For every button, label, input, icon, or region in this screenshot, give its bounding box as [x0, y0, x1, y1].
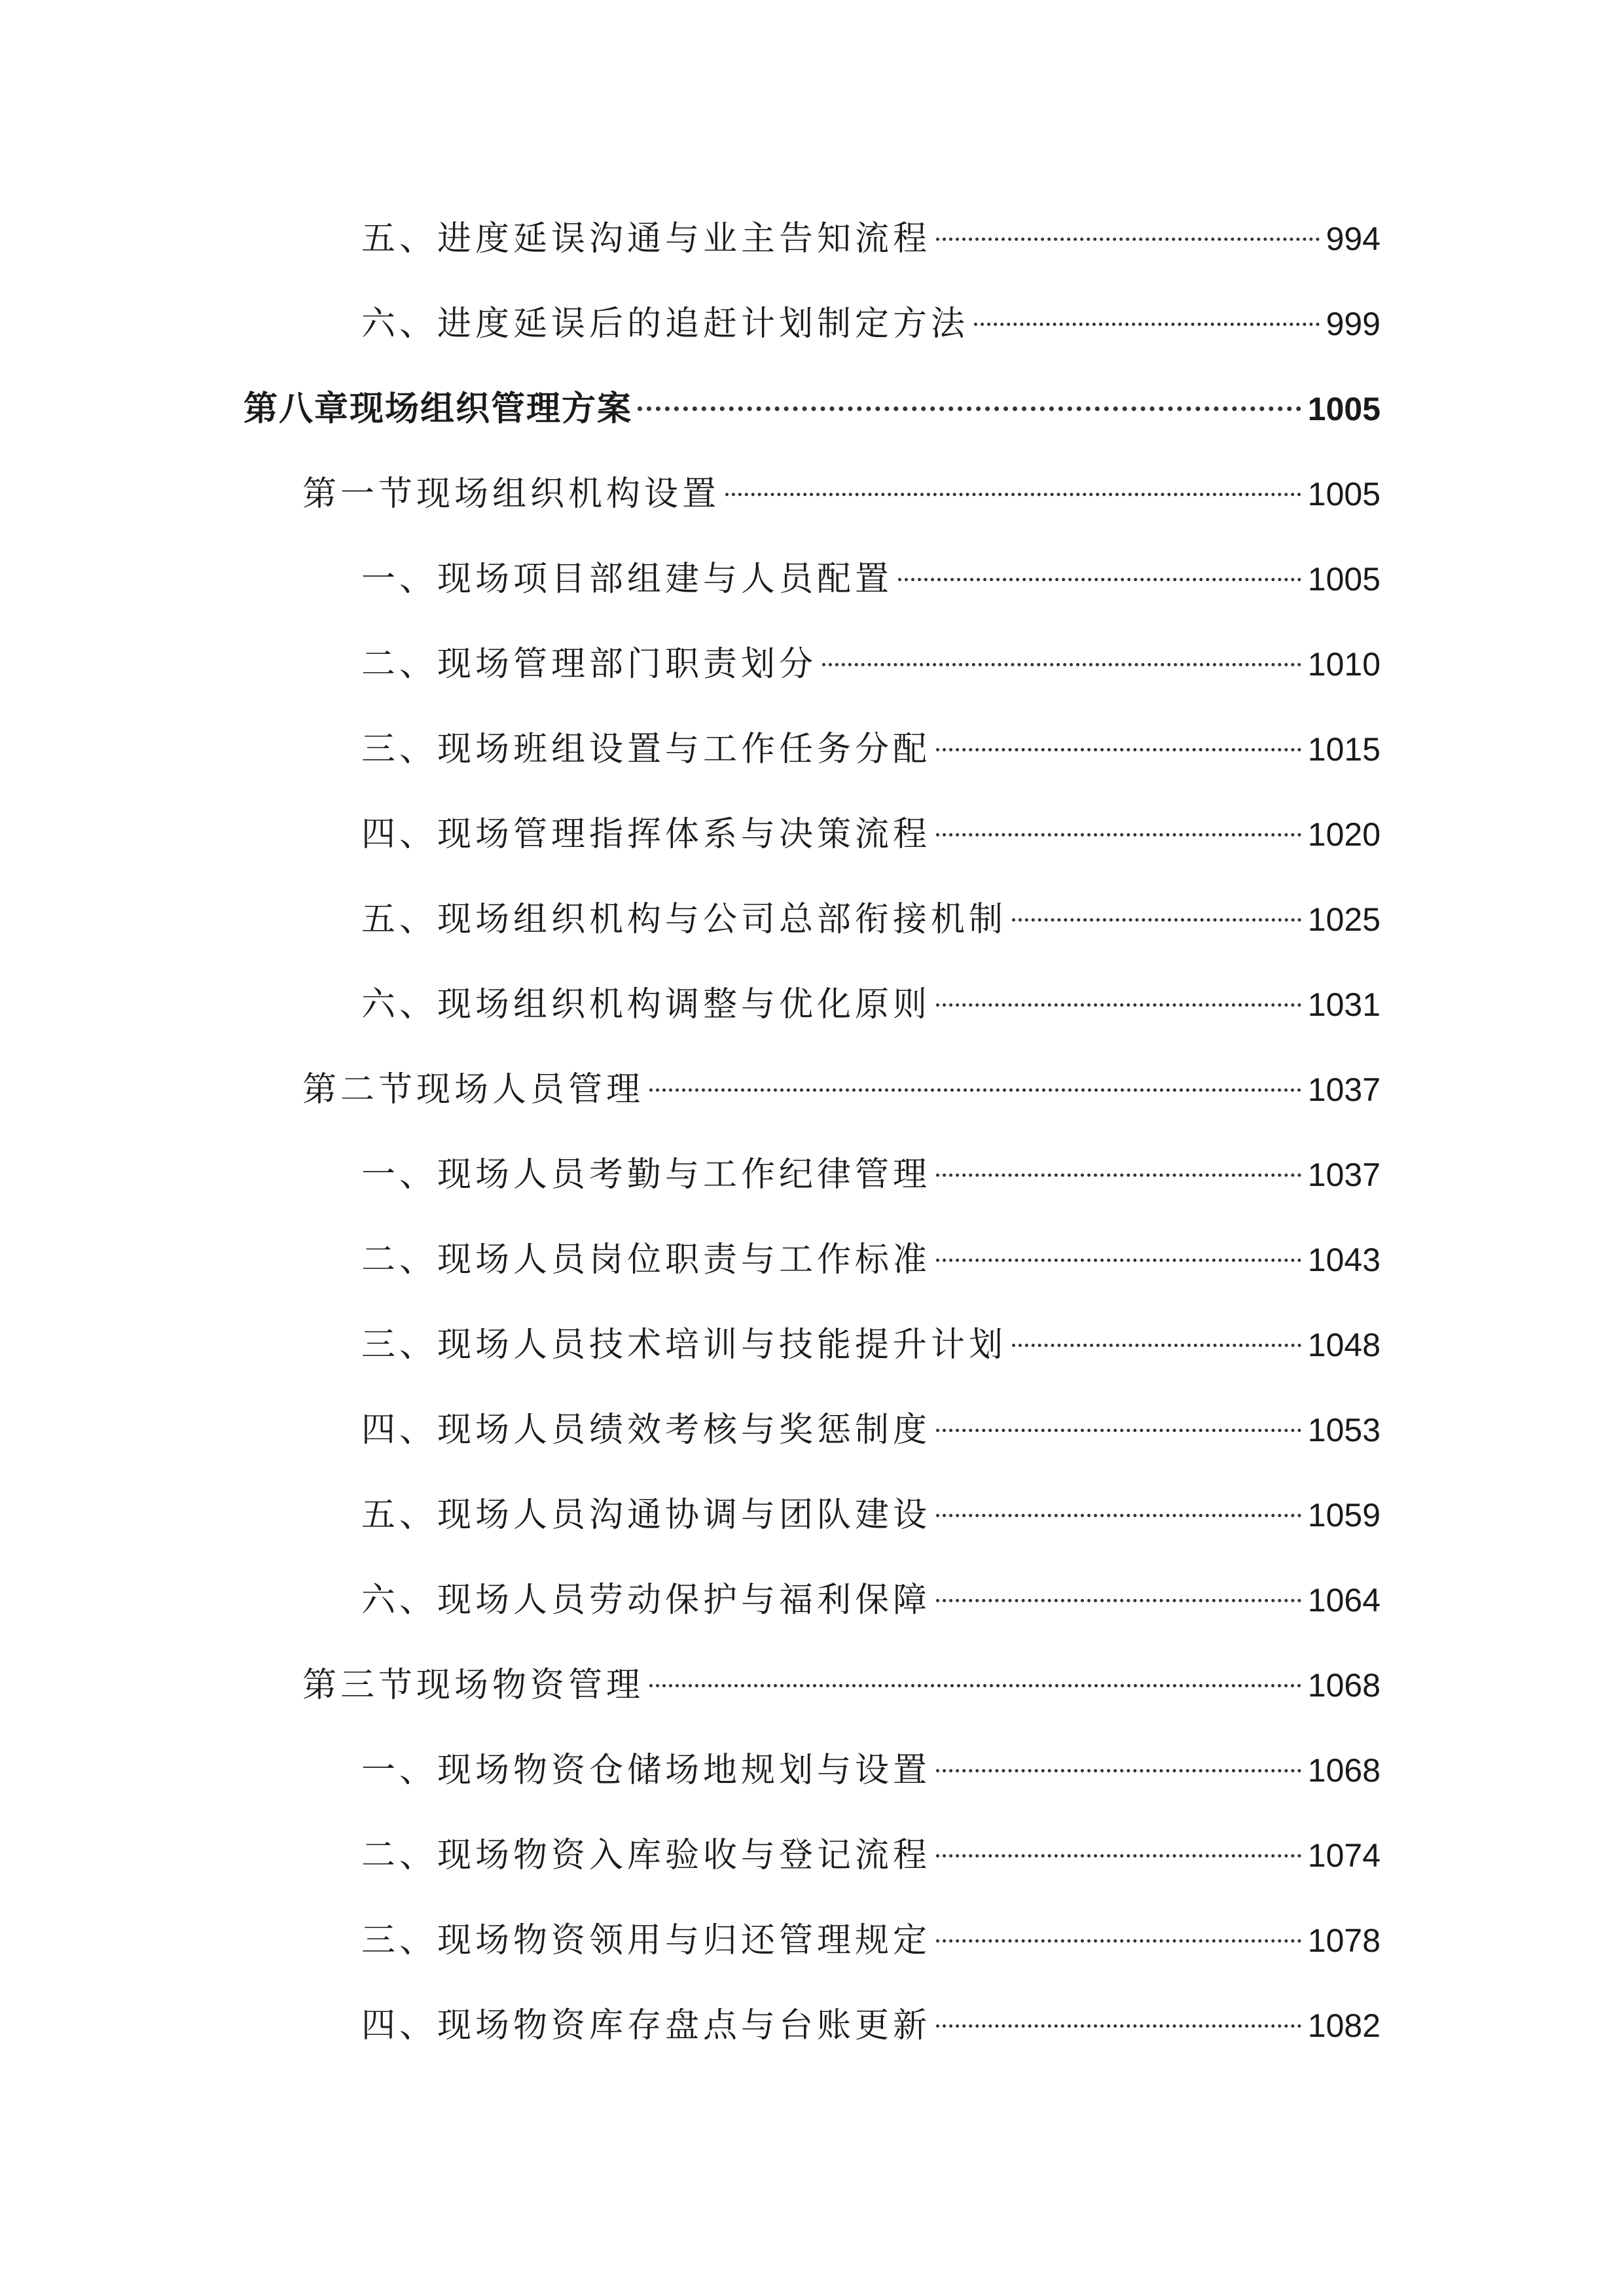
toc-entry-title: 一、现场项目部组建与人员配置 — [361, 560, 893, 599]
toc-entry-title: 第一节现场组织机构设置 — [302, 475, 721, 514]
toc-entry-page: 1020 — [1307, 816, 1380, 853]
toc-entry[interactable] — [361, 1574, 1380, 1626]
dot-leader — [1012, 918, 1301, 922]
dot-leader — [936, 238, 1320, 241]
toc-entry[interactable] — [361, 1234, 1380, 1286]
toc-entry[interactable] — [361, 1404, 1380, 1456]
toc-entry-page: 1005 — [1307, 561, 1380, 598]
toc-entry-title: 三、现场班组设置与工作任务分配 — [361, 730, 931, 769]
toc-entry-title: 二、现场管理部门职责划分 — [361, 645, 818, 684]
dot-leader — [936, 748, 1301, 751]
dot-leader — [936, 1599, 1301, 1602]
toc-entry[interactable] — [361, 1149, 1380, 1201]
toc-entry-page: 1025 — [1307, 901, 1380, 938]
dot-leader — [936, 1514, 1301, 1517]
toc-entry-page: 1010 — [1307, 646, 1380, 683]
toc-entry-page: 999 — [1326, 306, 1380, 342]
toc-entry-title: 四、现场物资库存盘点与台账更新 — [361, 2006, 931, 2045]
toc-entry-page: 1037 — [1307, 1071, 1380, 1108]
dot-leader — [936, 833, 1301, 836]
toc-entry[interactable] — [361, 213, 1380, 265]
dot-leader — [936, 2024, 1301, 2028]
toc-entry-page: 1053 — [1307, 1412, 1380, 1448]
dot-leader — [725, 493, 1301, 496]
toc-entry-page: 1015 — [1307, 731, 1380, 768]
toc-entry[interactable] — [361, 2000, 1380, 2052]
toc-entry-title: 五、进度延误沟通与业主告知流程 — [361, 219, 931, 259]
toc-entry-title: 第八章现场组织管理方案 — [244, 389, 633, 429]
toc-entry-title: 一、现场物资仓储场地规划与设置 — [361, 1751, 931, 1790]
toc-entry[interactable] — [361, 1319, 1380, 1371]
dot-leader — [936, 1003, 1301, 1007]
toc-chapter-entry[interactable] — [244, 383, 1380, 435]
toc-entry[interactable] — [361, 553, 1380, 605]
toc-entry-title: 二、现场物资入库验收与登记流程 — [361, 1836, 931, 1875]
toc-entry-title: 五、现场人员沟通协调与团队建设 — [361, 1496, 931, 1535]
toc-entry[interactable] — [361, 1744, 1380, 1797]
toc-entry-title: 二、现场人员岗位职责与工作标准 — [361, 1240, 931, 1280]
toc-entry-page: 1074 — [1307, 1837, 1380, 1874]
dot-leader — [936, 1259, 1301, 1262]
dot-leader — [1012, 1344, 1301, 1347]
toc-entry-page: 1005 — [1307, 476, 1380, 512]
toc-entry-page: 1043 — [1307, 1242, 1380, 1278]
toc-entry-title: 四、现场管理指挥体系与决策流程 — [361, 815, 931, 854]
toc-entry-page: 1064 — [1307, 1582, 1380, 1619]
toc-entry-page: 1068 — [1307, 1752, 1380, 1789]
toc-entry-title: 第二节现场人员管理 — [302, 1070, 645, 1109]
toc-entry-page: 1078 — [1307, 1922, 1380, 1959]
toc-entry-page: 994 — [1326, 221, 1380, 257]
toc-entry-title: 六、现场组织机构调整与优化原则 — [361, 985, 931, 1024]
dot-leader — [649, 1684, 1301, 1687]
dot-leader — [974, 323, 1320, 326]
toc-entry-page: 1048 — [1307, 1327, 1380, 1363]
toc-section-entry[interactable] — [302, 468, 1380, 520]
dot-leader — [936, 1939, 1301, 1943]
toc-entry-title: 四、现场人员绩效考核与奖惩制度 — [361, 1410, 931, 1450]
toc-entry-title: 六、现场人员劳动保护与福利保障 — [361, 1581, 931, 1620]
toc-entry-page: 1068 — [1307, 1667, 1380, 1704]
dot-leader — [936, 1174, 1301, 1177]
toc-entry[interactable] — [361, 1489, 1380, 1541]
toc-entry-page: 1005 — [1307, 391, 1380, 427]
toc-entry[interactable] — [361, 808, 1380, 861]
toc-entry[interactable] — [361, 638, 1380, 691]
dot-leader — [638, 406, 1301, 411]
dot-leader — [936, 1429, 1301, 1432]
toc-entry-title: 第三节现场物资管理 — [302, 1666, 645, 1705]
toc-entry-page: 1082 — [1307, 2007, 1380, 2044]
dot-leader — [822, 663, 1301, 666]
toc-entry-title: 三、现场物资领用与归还管理规定 — [361, 1921, 931, 1960]
toc-entry[interactable] — [361, 1914, 1380, 1967]
toc-entry[interactable] — [361, 298, 1380, 350]
toc-entry-page: 1037 — [1307, 1157, 1380, 1193]
toc-entry-page: 1031 — [1307, 986, 1380, 1023]
toc-entry[interactable] — [361, 723, 1380, 776]
toc-section-entry[interactable] — [302, 1064, 1380, 1116]
toc-entry-title: 一、现场人员考勤与工作纪律管理 — [361, 1155, 931, 1194]
dot-leader — [936, 1769, 1301, 1772]
dot-leader — [898, 578, 1301, 581]
toc-section-entry[interactable] — [302, 1659, 1380, 1712]
toc-entry-page: 1059 — [1307, 1497, 1380, 1534]
toc-entry[interactable] — [361, 1829, 1380, 1882]
toc-entry-title: 三、现场人员技术培训与技能提升计划 — [361, 1325, 1007, 1365]
toc-entry-title: 六、进度延误后的追赶计划制定方法 — [361, 304, 969, 344]
dot-leader — [649, 1088, 1301, 1092]
toc-entry[interactable] — [361, 978, 1380, 1031]
dot-leader — [936, 1854, 1301, 1857]
toc-entry-title: 五、现场组织机构与公司总部衔接机制 — [361, 900, 1007, 939]
toc-entry[interactable] — [361, 893, 1380, 946]
